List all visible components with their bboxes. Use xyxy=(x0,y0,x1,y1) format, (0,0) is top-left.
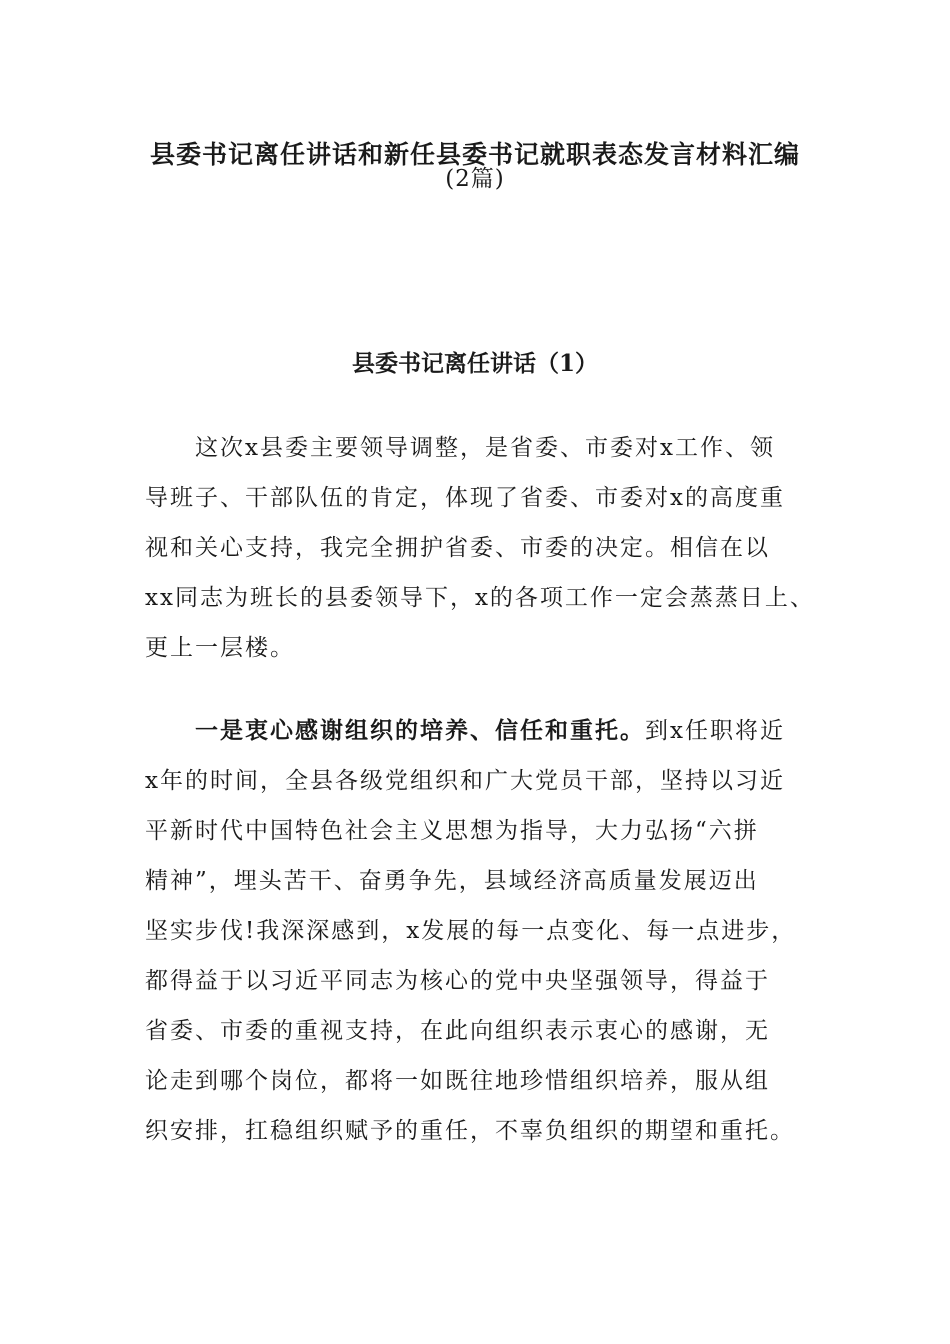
document-title: 县委书记离任讲话和新任县委书记就职表态发言材料汇编 xyxy=(149,140,800,169)
paragraph-first-line xyxy=(195,716,785,746)
paragraph-line: 都得益于以习近平同志为核心的党中央坚强领导，得益于 xyxy=(145,968,770,994)
paragraph-line-text: 到x任职将近 xyxy=(645,718,785,744)
paragraph-line: 视和关心支持，我完全拥护省委、市委的决定。相信在以 xyxy=(145,535,770,561)
paragraph-line: 坚实步伐!我深深感到，x发展的每一点变化、每一点进步， xyxy=(145,918,797,944)
paragraph-line: 平新时代中国特色社会主义思想为指导，大力弘扬“六拼 xyxy=(145,818,759,844)
paragraph-lead: 一是衷心感谢组织的培养、信任和重托。 xyxy=(195,717,645,744)
paragraph-line: 省委、市委的重视支持，在此向组织表示衷心的感谢，无 xyxy=(145,1018,770,1044)
paragraph-line: 精神”，埋头苦干、奋勇争先，县域经济高质量发展迈出 xyxy=(145,868,759,894)
paragraph-line: 更上一层楼。 xyxy=(145,635,295,661)
paragraph-line: 导班子、干部队伍的肯定，体现了省委、市委对x的高度重 xyxy=(145,485,785,511)
paragraph-line: x年的时间，全县各级党组织和广大党员干部，坚持以习近 xyxy=(145,768,785,794)
paragraph-line: xx同志为班长的县委领导下，x的各项工作一定会蒸蒸日上、 xyxy=(145,585,815,611)
paragraph-line: 论走到哪个岗位，都将一如既往地珍惜组织培养，服从组 xyxy=(145,1068,770,1094)
paragraph-line: 织安排，扛稳组织赋予的重任，不辜负组织的期望和重托。 xyxy=(145,1118,795,1144)
paragraph-line: 这次x县委主要领导调整，是省委、市委对x工作、领 xyxy=(195,435,775,461)
section-heading: 县委书记离任讲话（1） xyxy=(351,350,598,377)
document-subtitle: (2篇) xyxy=(445,166,505,192)
